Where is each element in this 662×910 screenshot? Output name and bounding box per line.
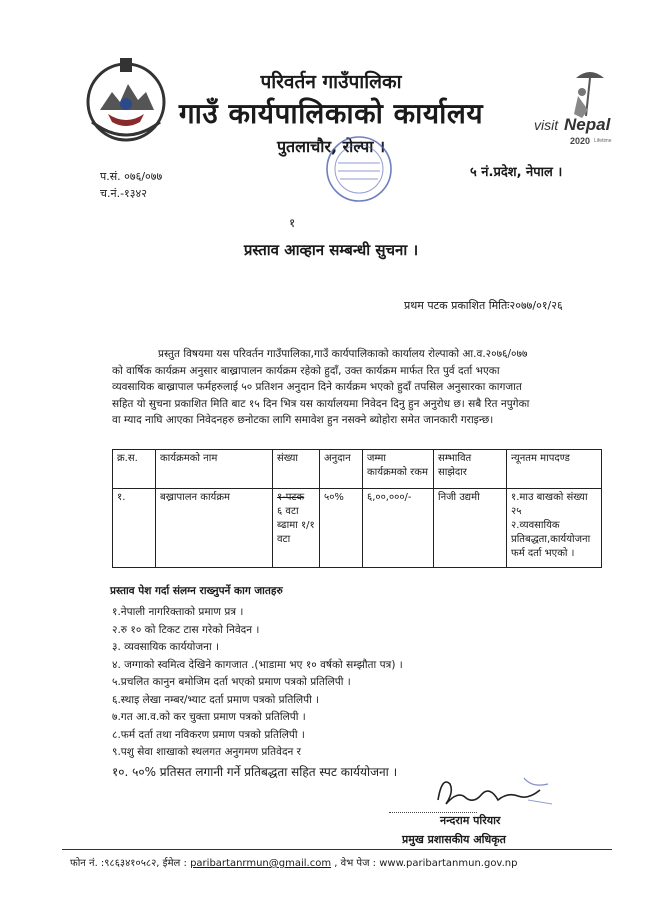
body-line: व्यवसायिक बाख्रापाल फर्महरुलाई ५० प्रतिशन अनुदान दिने कार्यक्रम भएको हुदाँ तपसिल अनुसारका कागजात [112,381,522,393]
col-amount: जम्मा कार्यक्रमको रकम [363,450,434,489]
ref-chalani: च.नं.-१३४२ [100,187,147,200]
list-item: ७.गत आ.व.को कर चुक्ता प्रमाण पत्रको प्रतिलिपी । [112,711,306,723]
footer-divider [62,849,612,850]
col-count: संख्या [273,450,320,489]
visit-nepal-logo-icon [530,66,630,152]
signer-title: प्रमुख प्रशासकीय अधिकृत [402,833,506,846]
svg-text:visit: visit [534,117,559,133]
office-stamp-icon [318,133,400,205]
office-address: पुतलाचौर, रोल्पा । [276,137,386,156]
col-partner: सम्भावित साझेदार [434,450,507,489]
cell-sn: १. [113,489,156,568]
table-row [113,489,602,568]
list-item: २.रु १० को टिकट टास गरेको निवेदन । [112,623,260,636]
footer-email-link[interactable]: paribartanrmun@gmail.com [190,858,332,869]
notice-body [112,346,612,429]
footer-website: , वेभ पेज : www.paribartanmun.gov.np [334,858,518,869]
cell-count-value: ६ वटा ब्ढामा १/१ वटा [277,506,315,545]
office-name: गाउँ कार्यपालिकाको कार्यालय [178,97,484,130]
svg-text:Lifetime: Lifetime [594,138,612,144]
cell-subsidy: ५०% [320,489,363,568]
body-line: वा म्याद नाघि आएका निवेदनहरु छनोटका लागि समावेश हुन नसक्ने ब्योहोरा समेत जानकारी गराइन्छ। [112,414,494,426]
list-item: ९.पशु सेवा शाखाको स्थलगत अनुगमण प्रतिवेदन र [112,746,301,758]
footer-phone: फोन नं. :९८६३४१०५८२, ईमेल : [70,858,187,869]
list-item: ८.फर्म दर्ता तथा नविकरण प्रमाण पत्रको प्रतिलिपी । [112,728,305,741]
table-header-row [113,450,602,489]
col-criteria: न्यूनतम मापदण्ड [507,450,602,489]
list-item: ४. जग्गाको स्वमित्व देखिने कागजात .(भाडामा भए १० वर्षको सम्झौता पत्र) । [112,658,403,671]
signer-name: नन्दराम परियार [440,814,501,827]
body-line: प्रस्तुत विषयमा यस परिवर्तन गाउँपालिका,गाउँ कार्यपालिकाको कार्यालय रोल्पाको आ.व.२०७६/०७७ [158,348,528,360]
notice-title: प्रस्ताव आव्हान सम्बन्धी सुचना । [243,241,419,259]
published-date: प्रथम पटक प्रकाशित मितिः२०७७/०१/२६ [404,299,563,312]
documents-list [112,604,403,781]
footer-contact [70,855,517,869]
province-label: ५ नं.प्रदेश, नेपाल । [470,165,563,180]
col-program-name: कार्यक्रमको नाम [156,450,273,489]
cell-criteria: १.माउ बाखको संख्या २५ २.व्यवसायिक प्रतिबद्धता,कार्ययोजना फर्म दर्ता भएको । [507,489,602,568]
col-sn: क्र.स. [113,450,156,489]
body-line: को वार्षिक कार्यक्रम अनुसार बाख्रापालन कार्यक्रम रहेको हुदाँ, उक्त कार्यक्रम मार्फत रित पुर्व दर्ता भएका [112,364,500,377]
list-item: १.नेपाली नागरिक्ताको प्रमाण प्रत्र । [112,606,244,618]
cell-amount: ६,००,०००/- [363,489,434,568]
svg-text:2020: 2020 [570,136,591,146]
col-subsidy: अनुदान [320,450,363,489]
ref-ps: प.सं. ०७६/०७७ [100,170,163,183]
program-table [112,449,602,568]
signature-icon [428,770,558,814]
cell-program-name: बख्रापालन कार्यक्रम [156,489,273,568]
municipality-name: परिवर्तन गाउँपालिका [260,71,402,93]
cell-count-struck: १-पटक [277,492,305,503]
list-item: ३. व्यवसायिक कार्ययोजना । [112,641,220,653]
list-item: ६.स्थाइ लेखा नम्बर/भ्याट दर्ता प्रमाण पत्रको प्रतिलिपी । [112,693,320,706]
cell-count [273,489,320,568]
svg-text:Nepal: Nepal [564,115,611,134]
cell-partner: निजी उद्यमी [434,489,507,568]
documents-heading: प्रस्ताव पेश गर्दा संलग्न राख्नुपर्ने काग जातहरु [110,585,283,597]
list-item: १०. ५०% प्रतिसत लगानी गर्ने प्रतिबद्धता सहित स्पट कार्ययोजना । [112,764,398,779]
body-line: सहित यो सुचना प्रकाशित मिति बाट १५ दिन भित्र यस कार्यालयमा निवेदन दिनु हुन अनुरोध छ। सबै रित नपुगेका [112,397,530,410]
reference-numbers [100,168,162,202]
list-item: ५.प्रचलित कानुन बमोजिम दर्ता भएको प्रमाण पत्रको प्रतिलिपी । [112,676,351,688]
page-mark: १ [289,216,296,230]
